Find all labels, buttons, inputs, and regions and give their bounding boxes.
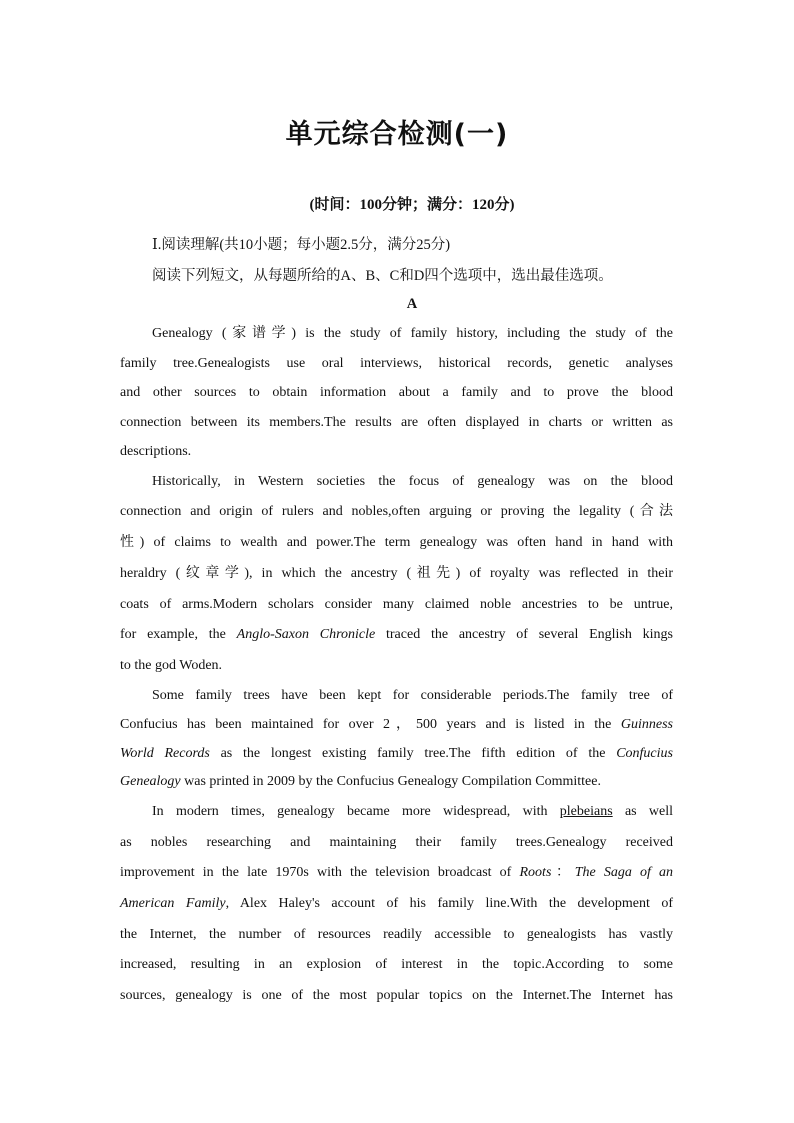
page-title: 单元综合检测(一)	[285, 119, 509, 150]
text-line: as nobles researching and maintaining their family trees.Genealogy received	[120, 834, 673, 850]
passage-body	[120, 319, 673, 1011]
text-line: increased, resulting in an explosion of interest in the topic.According to some	[120, 957, 673, 973]
section-heading: Ⅰ.阅读理解(共10小题；每小题2.5分，满分25分)	[152, 237, 451, 253]
text-line: Some family trees have been kept for considerable periods.The family tree of	[152, 688, 673, 704]
text-line	[120, 889, 673, 920]
text-line	[120, 858, 673, 889]
passage-label: A	[406, 296, 418, 312]
text-line: Historically, in Western societies the focus of genealogy was on the blood	[152, 473, 673, 489]
text-line	[120, 620, 673, 651]
text-segment: as well	[612, 804, 674, 820]
text-segment: In modern times, genealogy became more widespread, with	[152, 804, 560, 820]
book-title: World Records	[120, 745, 210, 761]
book-title: American Family	[120, 896, 226, 912]
underlined-word: plebeians	[559, 804, 613, 820]
text-segment: was printed in 2009 by the Confucius Genealogy Compilation Committee.	[180, 774, 601, 790]
text-line: and other sources to obtain information about a family and to prove the blood	[120, 385, 673, 400]
paragraph-4	[120, 797, 673, 1011]
book-title: Genealogy	[120, 774, 181, 790]
book-title: The Saga of an	[574, 865, 674, 881]
exam-time-score: (时间：100分钟；满分：120分)	[309, 197, 515, 213]
book-title: Guinness	[620, 716, 673, 732]
book-title: Anglo-Saxon Chronicle	[236, 627, 376, 643]
book-title: Confucius	[616, 745, 673, 761]
text-line: to the god Woden.	[120, 658, 223, 674]
text-line: connection and origin of rulers and nobles,often arguing or proving the legality (合法	[120, 504, 673, 520]
text-line: connection between its members.The results are often displayed in charts or written as	[120, 414, 673, 430]
text-line: family tree.Genealogists use oral interviews, historical records, genetic analyses	[120, 355, 673, 371]
text-segment: Confucius has been maintained for over 2，500 years and is listed in the	[120, 716, 621, 732]
text-line: the Internet, the number of resources readily accessible to genealogists has vastly	[120, 926, 673, 942]
section-directions: 阅读下列短文，从每题所给的A、B、C和D四个选项中，选出最佳选项。	[152, 268, 613, 284]
text-segment: traced the ancestry of several English kings	[375, 627, 673, 643]
text-line	[120, 768, 673, 797]
text-line: 性) of claims to wealth and power.The term genealogy was often hand in hand with	[120, 535, 673, 551]
text-segment: ：	[551, 865, 575, 881]
text-line: heraldry (纹章学), in which the ancestry (祖先) of royalty was reflected in their	[120, 565, 673, 581]
text-segment: as the longest existing family tree.The fifth edition of the	[209, 745, 617, 761]
text-line: sources, genealogy is one of the most popular topics on the Internet.The Internet has	[120, 987, 673, 1003]
text-line	[120, 711, 673, 740]
paragraph-3	[120, 682, 673, 797]
paragraph-2	[120, 467, 673, 683]
text-segment: , Alex Haley's account of his family line.With the development of	[225, 896, 673, 912]
text-segment: for example, the	[120, 627, 237, 643]
text-segment: improvement in the late 1970s with the television broadcast of	[120, 865, 520, 881]
book-title: Roots	[519, 865, 552, 881]
text-line	[120, 797, 673, 828]
text-line	[120, 740, 673, 769]
text-line: Genealogy (家谱学) is the study of family history, including the study of the	[152, 326, 673, 341]
paragraph-1	[120, 319, 673, 467]
text-line: coats of arms.Modern scholars consider many claimed noble ancestries to be untrue,	[120, 596, 673, 612]
text-line: descriptions.	[120, 444, 192, 459]
